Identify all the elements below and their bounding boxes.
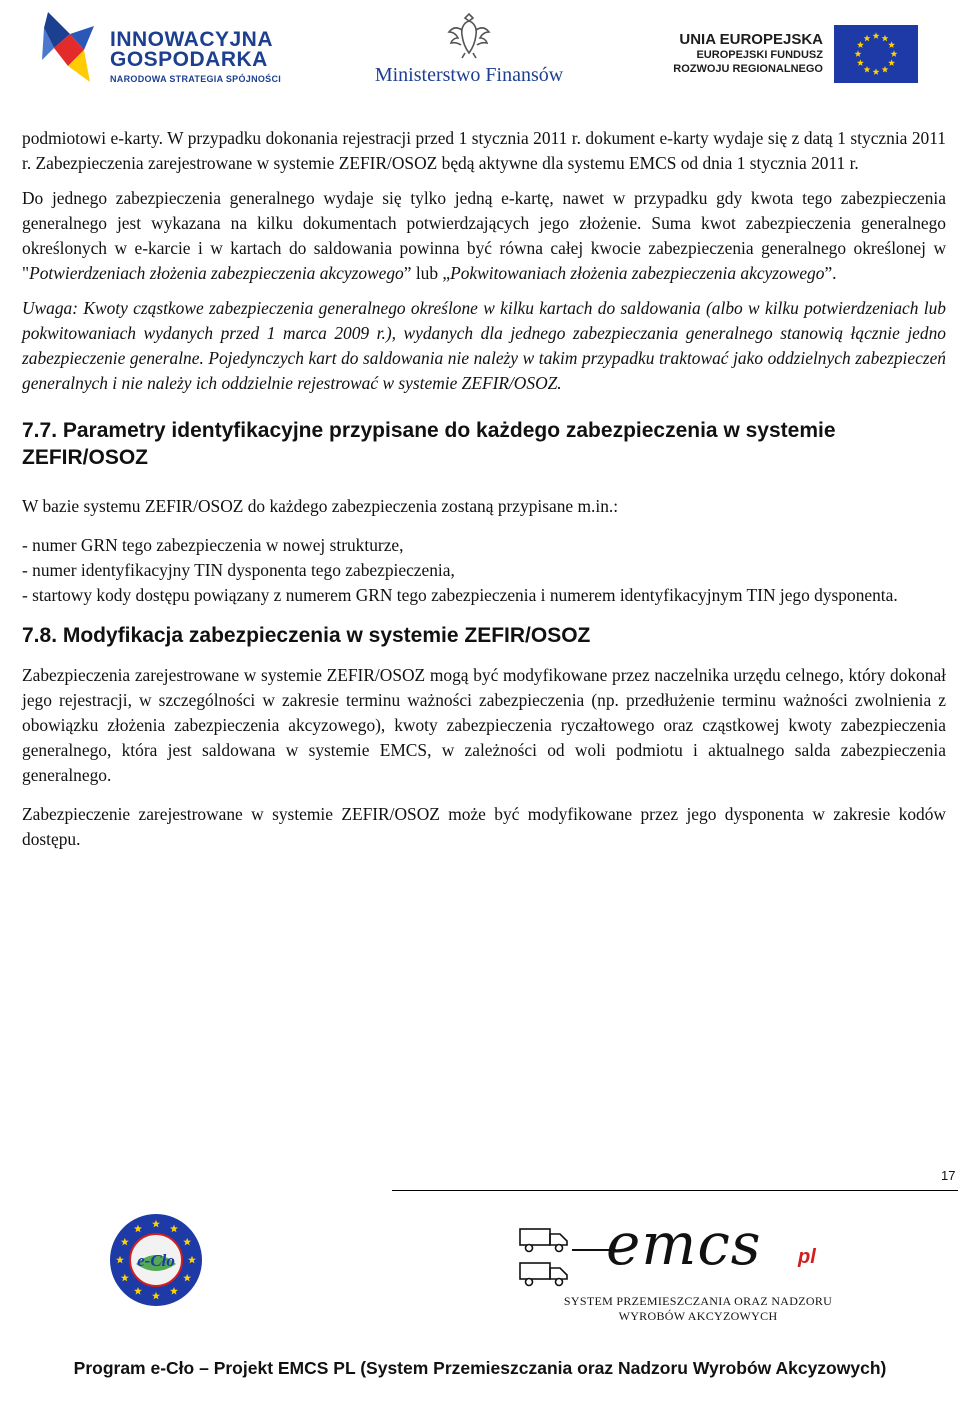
- mf-wordmark: Ministerstwo Finansów: [374, 64, 564, 86]
- paragraph-2-text-b: ” lub „: [403, 263, 451, 283]
- list-item: - numer GRN tego zabezpieczenia w nowej strukturze,: [22, 535, 404, 555]
- ig-wordmark: [110, 30, 281, 84]
- page-header: [0, 0, 960, 100]
- section-heading-7-8: 7.8. Modyfikacja zabezpieczenia w systemie ZEFIR/OSOZ: [22, 624, 591, 647]
- paragraph-1: podmiotowi e-karty. W przypadku dokonania rejestracji przed 1 stycznia 2011 r. dokument e-karty wydaje się z datą 1 stycznia 2011 r. Zabezpieczenia zarejestrowane w systemie ZEFIR/OSOZ będą aktywne dla systemu EMCS od dnia 1 stycznia 2011 r.: [22, 128, 946, 173]
- ig-line3: NARODOWA STRATEGIA SPÓJNOŚCI: [110, 74, 282, 84]
- paragraph-note: [22, 296, 946, 396]
- emcs-subtitle-line1: SYSTEM PRZEMIESZCZANIA ORAZ NADZORU: [563, 1294, 833, 1308]
- document-body: [22, 126, 946, 852]
- footer-caption: Program e-Cło – Projekt EMCS PL (System Przemieszczania oraz Nadzoru Wyrobów Akcyzowych): [73, 1358, 887, 1378]
- paragraph-2-italic-a: Potwierdzeniach złożenia zabezpieczenia akcyzowego: [29, 263, 404, 283]
- ig-line1: INNOWACYJNA: [110, 28, 274, 51]
- ue-wordmark: [658, 31, 823, 76]
- ue-line2: EUROPEJSKI FUNDUSZ: [696, 49, 823, 61]
- paragraph-2: [22, 186, 946, 286]
- note-italic: Uwaga: Kwoty cząstkowe zabezpieczenia generalnego określone w kilku kartach do saldowania (albo w kilku potwierdzeniach lub pokwitowaniach wydanych przed 1 marca 2009 r.: [22, 298, 946, 343]
- section-heading-7-7: 7.7. Parametry identyfikacyjne przypisane do każdego zabezpieczenia w systemie ZEFIR/OSOZ: [22, 419, 836, 469]
- ue-line1: UNIA EUROPEJSKA: [679, 31, 823, 48]
- list-item: - numer identyfikacyjny TIN dysponenta tego zabezpieczenia,: [22, 560, 455, 580]
- ig-star-icon: [40, 8, 110, 88]
- page-number: 17: [941, 1168, 956, 1183]
- list-item: - startowy kody dostępu powiązany z numerem GRN tego zabezpieczenia i numerem identyfikacyjnym TIN jego dysponenta.: [22, 585, 898, 605]
- paragraph-5: Zabezpieczenia zarejestrowane w systemie ZEFIR/OSOZ mogą być modyfikowane przez naczelnika urzędu celnego, który dokonał jego rejestracji, w szczególności w zakresie terminu ważności zabezpieczenia (np. przedłużenie terminu ważności zwolnienia z obowiązku złożenia zabezpieczenia akcyzowego), kwoty zabezpieczenia ryczałtowego oraz cząstkowej kwoty zabezpieczenia generalnego, która jest saldowana w systemie EMCS, w zależności od woli podmiotu i aktualnego salda zabezpieczenia generalnego.: [22, 665, 946, 785]
- emcs-subtitle-line2: WYROBÓW AKCYZOWYCH: [618, 1309, 778, 1323]
- footer-divider: [392, 1190, 958, 1191]
- badge-label: e-Cło: [137, 1251, 175, 1270]
- unia-europejska-logo: [658, 25, 918, 85]
- emcs-wordmark: emcs: [606, 1210, 762, 1278]
- ig-line2: GOSPODARKA: [110, 48, 268, 71]
- emcs-pl-logo: [518, 1210, 878, 1330]
- paragraph-2-text-a: Do jednego zabezpieczenia generalnego wydaje się tylko jedną e-kartę, nawet w przypadku gdy kwota tego zabezpieczenia generalnego jest wykazana na kilku dokumentach potwierdzających jego złożenie. Suma kwot zabezpieczenia generalnego określonych w e-karcie i w kartach do saldowania powinna być równa całej kwocie zabezpieczenia generalnego określonej w ": [22, 188, 946, 283]
- emcs-subtitle: [548, 1294, 848, 1324]
- innowacyjna-gospodarka-logo: [40, 8, 290, 88]
- truck-icon: [518, 1224, 570, 1254]
- paragraph-2-text-c: ”.: [824, 263, 837, 283]
- truck-icon: [518, 1258, 570, 1288]
- paragraph-2-italic-b: Pokwitowaniach złożenia zabezpieczenia akcyzowego: [450, 263, 825, 283]
- eu-flag-icon: [834, 25, 918, 83]
- ue-line3: ROZWOJU REGIONALNEGO: [673, 63, 823, 75]
- e-clo-badge-icon: [108, 1212, 204, 1308]
- paragraph-6: Zabezpieczenie zarejestrowane w systemie ZEFIR/OSOZ może być modyfikowane przez jego dysponenta w zakresie kodów dostępu.: [22, 804, 946, 849]
- emcs-pl-suffix: pl: [798, 1246, 816, 1268]
- parameters-list: [22, 533, 946, 608]
- paragraph-4: W bazie systemu ZEFIR/OSOZ do każdego zabezpieczenia zostaną przypisane m.in.:: [22, 496, 619, 516]
- ministerstwo-finansow-logo: [344, 10, 594, 90]
- note-text: ), wydanych dla jednego zabezpieczania generalnego stanowią łącznie jedno zabezpieczenie generalne. Pojedynczych kart do saldowania nie należy w takim przypadku traktować jako oddzielnych zabezpieczeń generalnych i nie należy ich oddzielnie rejestrować w systemie ZEFIR/OSOZ.: [22, 323, 946, 393]
- polish-eagle-icon: [447, 10, 491, 60]
